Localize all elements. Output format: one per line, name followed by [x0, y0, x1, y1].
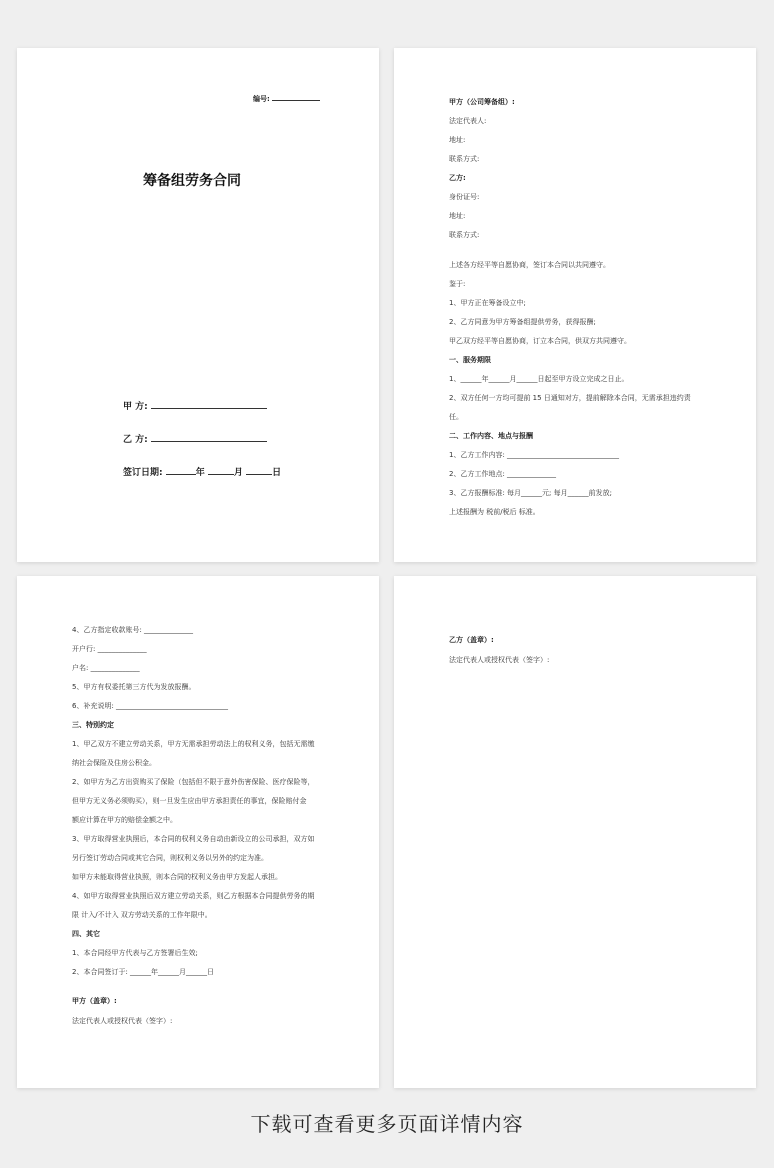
sign-date-month: 月 [233, 468, 243, 478]
contract-line: 1、______年______月______日起至甲方设立完成之日止。 [449, 375, 629, 383]
contract-line: 1、甲方正在筹备设立中; [449, 299, 526, 307]
contract-line: 3、甲方取得营业执照后，本合同的权利义务自动由新设立的公司承担，双方如 [72, 835, 315, 843]
contract-line: 另行签订劳动合同或其它合同，则权利义务以另外的约定为准。 [72, 854, 268, 862]
sign-date-day-blank [246, 467, 272, 475]
contract-line: 1、乙方工作内容: ________________________________ [449, 451, 620, 459]
contract-line: 1、甲乙双方不建立劳动关系，甲方无需承担劳动法上的权利义务，包括无需缴 [72, 740, 315, 748]
contract-number-blank [272, 93, 320, 101]
contract-line: 户名: ______________ [72, 664, 140, 672]
contract-line: 但甲方无义务必须购买），则一旦发生应由甲方承担责任的事宜，保险赔付金 [72, 797, 307, 805]
page-parties-and-terms [394, 48, 756, 562]
contract-line: 联系方式: [449, 231, 480, 239]
party-a-label: 甲 方: [123, 402, 148, 412]
contract-line: 上述报酬为 税前/税后 标准。 [449, 508, 540, 516]
party-b-seal: 乙方（盖章）: [449, 636, 494, 644]
sign-date-line [123, 467, 281, 479]
contract-line: 法定代表人: [449, 117, 487, 125]
section-heading: 甲方（公司筹备组）: [449, 98, 515, 106]
contract-line: 纳社会保险及住房公积金。 [72, 759, 156, 767]
section-heading: 三、特别约定 [72, 721, 114, 729]
contract-line: 开户行: ______________ [72, 645, 147, 653]
contract-line: 2、如甲方为乙方出资购买了保险（包括但不限于意外伤害保险、医疗保险等， [72, 778, 315, 786]
party-a-representative: 法定代表人或授权代表（签字）: [72, 1017, 173, 1025]
contract-line: 额应计算在甲方的赔偿金额之中。 [72, 816, 177, 824]
contract-line: 6、补充说明: ________________________________ [72, 702, 229, 710]
sign-date-year: 年 [195, 468, 205, 478]
sign-date-year-blank [166, 467, 196, 475]
section-heading: 四、其它 [72, 930, 100, 938]
contract-line: 身份证号: [449, 193, 480, 201]
contract-line: 鉴于: [449, 280, 466, 288]
contract-line: 如甲方未能取得营业执照，则本合同的权利义务由甲方发起人承担。 [72, 873, 282, 881]
contract-line: 2、乙方同意为甲方筹备组提供劳务，获得报酬; [449, 318, 596, 326]
party-a-blank [151, 401, 267, 409]
contract-number [253, 93, 320, 104]
party-b-representative: 法定代表人或授权代表（签字）: [449, 656, 550, 664]
page-cover [17, 48, 379, 562]
contract-line: 地址: [449, 212, 466, 220]
sign-date-label: 签订日期: [123, 468, 163, 478]
contract-number-label: 编号: [253, 95, 270, 103]
section-heading: 一、服务期限 [449, 356, 491, 364]
party-b-label: 乙 方: [123, 435, 148, 445]
party-a-signature-line [123, 401, 267, 413]
page-signatures [394, 576, 756, 1088]
contract-line: 2、乙方工作地点: ______________ [449, 470, 557, 478]
contract-line: 3、乙方报酬标准: 每月______元; 每月______前发放; [449, 489, 612, 497]
contract-line: 4、乙方指定收款账号: ______________ [72, 626, 194, 634]
contract-line: 联系方式: [449, 155, 480, 163]
contract-line: 限 计入/不计入 双方劳动关系的工作年限中。 [72, 911, 212, 919]
contract-line: 2、本合同签订于: ______年______月______日 [72, 968, 215, 976]
document-title: 筹备组劳务合同 [143, 173, 241, 189]
contract-line: 上述各方经平等自愿协商，签订本合同以共同遵守。 [449, 261, 610, 269]
party-b-signature-line [123, 434, 267, 446]
section-heading: 乙方: [449, 174, 466, 182]
party-a-seal: 甲方（盖章）: [72, 997, 117, 1005]
contract-line: 4、如甲方取得营业执照后双方建立劳动关系，则乙方根据本合同提供劳务的期 [72, 892, 315, 900]
contract-line: 1、本合同经甲方代表与乙方签署后生效; [72, 949, 198, 957]
section-heading: 二、工作内容、地点与报酬 [449, 432, 533, 440]
contract-line: 地址: [449, 136, 466, 144]
party-b-blank [151, 434, 267, 442]
page-special-terms [17, 576, 379, 1088]
contract-line: 任。 [449, 413, 463, 421]
contract-line: 甲乙双方经平等自愿协商，订立本合同，供双方共同遵守。 [449, 337, 631, 345]
contract-line: 2、双方任何一方均可提前 15 日通知对方，提前解除本合同，无需承担违约责 [449, 394, 691, 402]
sign-date-day: 日 [272, 468, 282, 478]
sign-date-month-blank [208, 467, 234, 475]
download-more-footer: 下载可查看更多页面详情内容 [250, 1112, 524, 1136]
contract-line: 5、甲方有权委托第三方代为发放报酬。 [72, 683, 196, 691]
